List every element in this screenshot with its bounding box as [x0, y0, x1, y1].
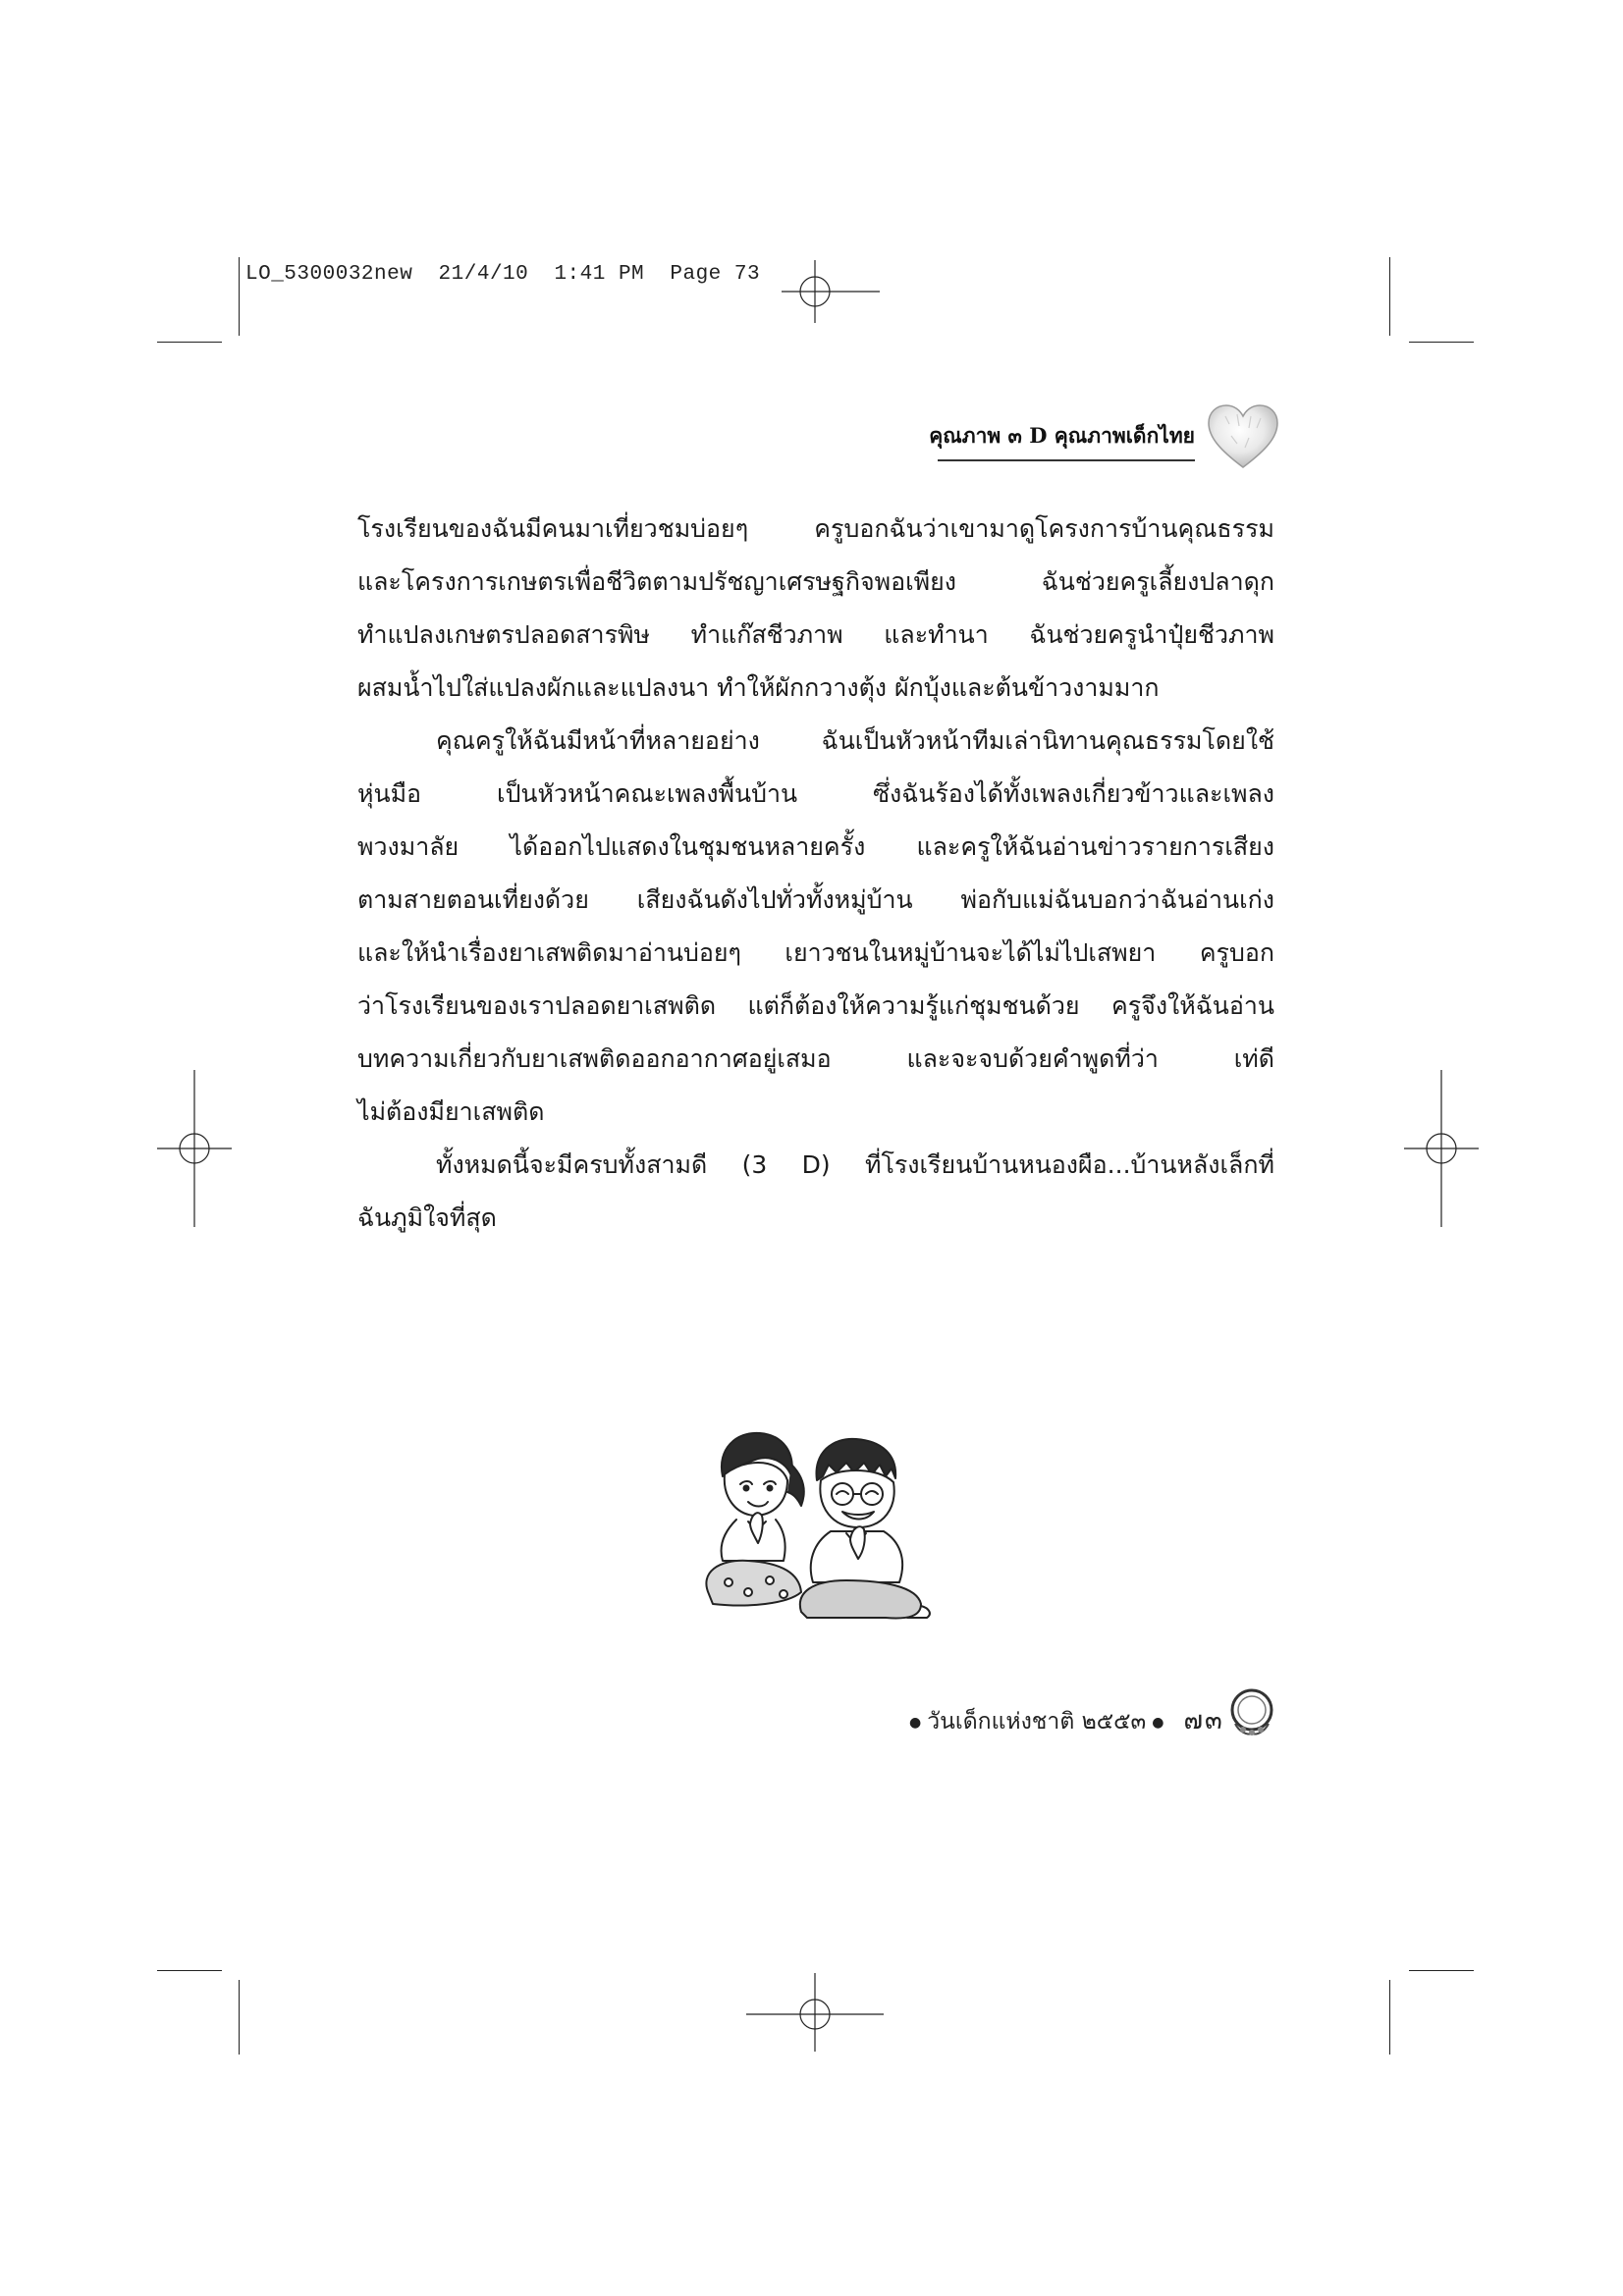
crop-mark	[1389, 257, 1390, 336]
children-wai-illustration	[689, 1425, 947, 1626]
header-rule	[938, 459, 1195, 461]
text-line: ทั้งหมดนี้จะมีครบทั้งสามดี (3 D) ที่โรงเรียนบ้านหนองผือ...บ้านหลังเล็กที่	[436, 1150, 1274, 1179]
bullet-icon: ●	[909, 1714, 922, 1731]
text-line: ไม่ต้องมียาเสพติด	[357, 1097, 545, 1126]
printer-slug-line: LO_5300032new 21/4/10 1:41 PM Page 73	[245, 263, 761, 286]
text-line: คุณครูให้ฉันมีหน้าที่หลายอย่าง ฉันเป็นหัวหน้าทีมเล่านิทานคุณธรรมโดยใช้	[436, 726, 1274, 755]
text-line: โรงเรียนของฉันมีคนมาเที่ยวชมบ่อยๆ ครูบอกฉันว่าเขามาดูโครงการบ้านคุณธรรม	[357, 514, 1274, 543]
crop-mark	[239, 257, 240, 336]
text-line: ทำแปลงเกษตรปลอดสารพิษ ทำแก๊สชีวภาพ และทำนา ฉันช่วยครูนำปุ๋ยชีวภาพ	[357, 620, 1274, 649]
text-line: ว่าโรงเรียนของเราปลอดยาเสพติด แต่ก็ต้องให้ความรู้แก่ชุมชนด้วย ครูจึงให้ฉันอ่าน	[357, 991, 1274, 1020]
text-line: ตามสายตอนเที่ยงด้วย เสียงฉันดังไปทั่วทั้งหมู่บ้าน พ่อกับแม่ฉันบอกว่าฉันอ่านเก่ง	[357, 885, 1274, 914]
registration-mark-icon	[782, 260, 880, 323]
crop-mark	[157, 1970, 222, 1971]
text-line: บทความเกี่ยวกับยาเสพติดออกอากาศอยู่เสมอ และจะจบด้วยคำพูดที่ว่า เท่ดี	[357, 1044, 1274, 1073]
registration-mark-icon	[1404, 1070, 1479, 1227]
floral-ring-ornament-icon	[1225, 1684, 1278, 1737]
crop-mark	[157, 342, 222, 343]
registration-mark-icon	[746, 1953, 884, 2052]
crop-mark	[1389, 1980, 1390, 2055]
text-line: และให้นำเรื่องยาเสพติดมาอ่านบ่อยๆ เยาวชนในหมู่บ้านจะได้ไม่ไปเสพยา ครูบอก	[357, 938, 1274, 967]
page-footer	[903, 1700, 1224, 1735]
footer-title: วันเด็กแห่งชาติ ๒๕๕๓	[927, 1709, 1147, 1735]
body-text	[357, 503, 1274, 1245]
crop-mark	[239, 1980, 240, 2055]
crop-mark	[1409, 342, 1474, 343]
text-line: และโครงการเกษตรเพื่อชีวิตตามปรัชญาเศรษฐกิจพอเพียง ฉันช่วยครูเลี้ยงปลาดุก	[357, 567, 1274, 596]
crop-mark	[1409, 1970, 1474, 1971]
bullet-icon: ●	[1152, 1714, 1164, 1731]
text-line: หุ่นมือ เป็นหัวหน้าคณะเพลงพื้นบ้าน ซึ่งฉันร้องได้ทั้งเพลงเกี่ยวข้าวและเพลง	[357, 779, 1274, 808]
running-header	[929, 420, 1195, 465]
heart-ornament-icon	[1206, 402, 1280, 471]
registration-mark-icon	[157, 1070, 232, 1227]
page-number: ๗๓	[1183, 1706, 1224, 1735]
text-line: ฉันภูมิใจที่สุด	[357, 1203, 497, 1232]
text-line: พวงมาลัย ได้ออกไปแสดงในชุมชนหลายครั้ง และครูให้ฉันอ่านข่าวรายการเสียง	[357, 832, 1274, 861]
running-title: คุณภาพ ๓ D คุณภาพเด็กไทย	[929, 423, 1195, 448]
text-line: ผสมน้ำไปใส่แปลงผักและแปลงนา ทำให้ผักกวางตุ้ง ผักบุ้งและต้นข้าวงามมาก	[357, 673, 1160, 702]
